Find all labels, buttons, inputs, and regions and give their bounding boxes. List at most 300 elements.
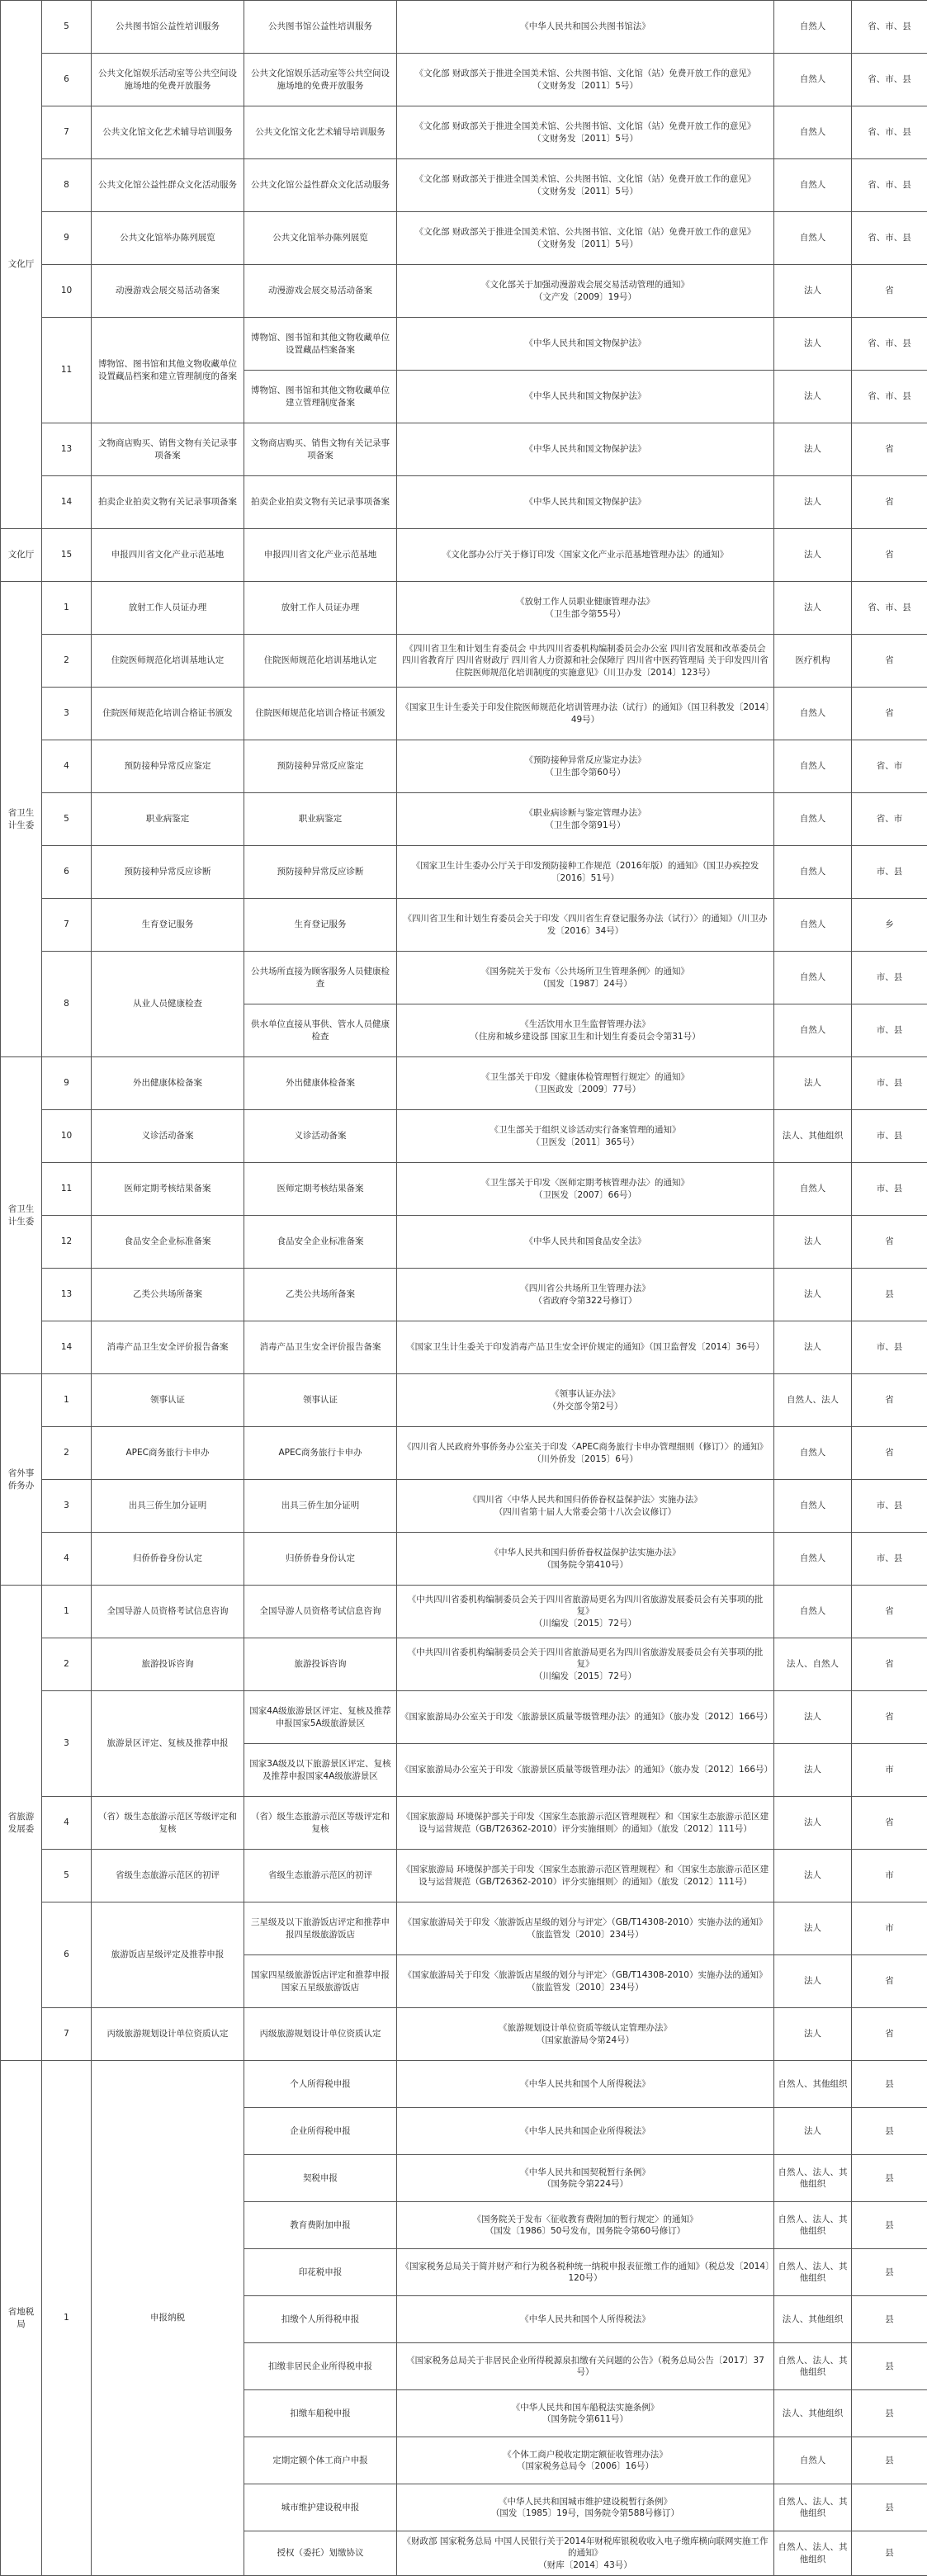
- service-target-cell: 法人: [774, 1797, 852, 1850]
- item-number-cell: 5: [42, 793, 92, 846]
- legal-basis-cell: 《卫生部关于印发〈健康体检管理暂行规定〉的通知》 （卫医政发〔2009〕77号）: [397, 1057, 774, 1110]
- sub-item-cell: 放射工作人员证办理: [244, 582, 397, 635]
- table-row: [1, 1797, 927, 1850]
- level-cell: 市: [852, 1902, 927, 1955]
- service-target-cell: 自然人: [774, 1480, 852, 1533]
- sub-item-cell: 国家4A级旅游景区评定、复核及推荐申报国家5A级旅游景区: [244, 1691, 397, 1744]
- table-row: [1, 106, 927, 159]
- item-number-cell: 11: [42, 318, 92, 423]
- sub-item-cell: 全国导游人员资格考试信息咨询: [244, 1586, 397, 1638]
- legal-basis-cell: 《职业病诊断与鉴定管理办法》 （卫生部令第91号）: [397, 793, 774, 846]
- service-target-cell: 法人: [774, 265, 852, 318]
- legal-basis-cell: 《国家卫生计生委关于印发住院医师规范化培训管理办法（试行）的通知》（国卫科教发〔2014〕49号）: [397, 688, 774, 740]
- legal-basis-cell: 《中华人民共和国文物保护法》: [397, 476, 774, 529]
- sub-item-cell: 扣缴车船税申报: [244, 2390, 397, 2437]
- item-number-cell: 6: [42, 846, 92, 899]
- item-number-cell: 9: [42, 212, 92, 265]
- sub-item-cell: 契税申报: [244, 2155, 397, 2202]
- legal-basis-cell: 《生活饮用水卫生监督管理办法》 （住房和城乡建设部 国家卫生和计划生育委员会令第31号）: [397, 1004, 774, 1057]
- service-target-cell: 法人: [774, 371, 852, 423]
- sub-item-cell: 国家四星级旅游饭店评定和推荐申报国家五星级旅游饭店: [244, 1955, 397, 2008]
- legal-basis-cell: 《旅游规划设计单位资质等级认定管理办法》 （国家旅游局令第24号）: [397, 2008, 774, 2061]
- department-cell: 文化厅: [1, 529, 42, 582]
- legal-basis-cell: 《中华人民共和国个人所得税法》: [397, 2296, 774, 2343]
- service-target-cell: 自然人: [774, 793, 852, 846]
- legal-basis-cell: 《国家税务总局关于简并财产和行为税各税种统一纳税申报表征缴工作的通知》（税总发〔2014〕120号）: [397, 2249, 774, 2296]
- level-cell: 省: [852, 1797, 927, 1850]
- service-target-cell: 自然人: [774, 2437, 852, 2484]
- service-target-cell: 法人: [774, 1850, 852, 1902]
- table-row: [1, 1638, 927, 1691]
- service-target-cell: 法人: [774, 1269, 852, 1321]
- item-number-cell: 13: [42, 1269, 92, 1321]
- item-name-cell: 医师定期考核结果备案: [92, 1163, 244, 1216]
- table-row: [1, 265, 927, 318]
- department-cell: 省地税局: [1, 2061, 42, 2576]
- legal-basis-cell: 《四川省人民政府外事侨务办公室关于印发〈APEC商务旅行卡申办管理细则（修订）〉的通知》 （川外侨发〔2015〕6号）: [397, 1427, 774, 1480]
- item-name-cell: 全国导游人员资格考试信息咨询: [92, 1586, 244, 1638]
- service-target-cell: 法人: [774, 1902, 852, 1955]
- item-name-cell: 旅游景区评定、复核及推荐申报: [92, 1691, 244, 1797]
- sub-item-cell: 定期定额个体工商户申报: [244, 2437, 397, 2484]
- table-row: [1, 1850, 927, 1902]
- item-name-cell: 旅游饭店星级评定及推荐申报: [92, 1902, 244, 2008]
- sub-item-cell: 丙级旅游规划设计单位资质认定: [244, 2008, 397, 2061]
- table-row: [1, 1902, 927, 1955]
- item-name-cell: 预防接种异常反应诊断: [92, 846, 244, 899]
- legal-basis-cell: 《国务院关于发布〈公共场所卫生管理条例〉的通知》 （国发〔1987〕24号）: [397, 952, 774, 1004]
- item-number-cell: 4: [42, 1797, 92, 1850]
- item-name-cell: 申报四川省文化产业示范基地: [92, 529, 244, 582]
- legal-basis-cell: 《国家旅游局办公室关于印发〈旅游景区质量等级管理办法〉的通知》（旅办发〔2012〕166号）: [397, 1744, 774, 1797]
- item-name-cell: 公共文化馆公益性群众文化活动服务: [92, 159, 244, 212]
- level-cell: 省: [852, 1216, 927, 1269]
- item-name-cell: 博物馆、图书馆和其他文物收藏单位设置藏品档案和建立管理制度的备案: [92, 318, 244, 423]
- level-cell: 县: [852, 2202, 927, 2249]
- sub-item-cell: 义诊活动备案: [244, 1110, 397, 1163]
- sub-item-cell: 拍卖企业拍卖文物有关记录事项备案: [244, 476, 397, 529]
- sub-item-cell: APEC商务旅行卡申办: [244, 1427, 397, 1480]
- level-cell: 县: [852, 2061, 927, 2108]
- sub-item-cell: 城市维护建设税申报: [244, 2484, 397, 2531]
- legal-basis-cell: 《预防接种异常反应鉴定办法》 （卫生部令第60号）: [397, 740, 774, 793]
- level-cell: 县: [852, 2531, 927, 2576]
- sub-item-cell: 动漫游戏会展交易活动备案: [244, 265, 397, 318]
- service-target-cell: 法人: [774, 1691, 852, 1744]
- item-number-cell: 9: [42, 1057, 92, 1110]
- service-target-cell: 自然人: [774, 212, 852, 265]
- level-cell: 市、县: [852, 846, 927, 899]
- service-target-cell: 法人: [774, 1321, 852, 1374]
- level-cell: 市、县: [852, 1163, 927, 1216]
- sub-item-cell: 预防接种异常反应鉴定: [244, 740, 397, 793]
- level-cell: 市: [852, 1850, 927, 1902]
- legal-basis-cell: 《四川省公共场所卫生管理办法》 （省政府令第322号修订）: [397, 1269, 774, 1321]
- department-cell: 省旅游发展委: [1, 1586, 42, 2061]
- item-name-cell: 义诊活动备案: [92, 1110, 244, 1163]
- table-row: [1, 740, 927, 793]
- table-row: [1, 1163, 927, 1216]
- service-target-cell: 法人、其他组织: [774, 2296, 852, 2343]
- legal-basis-cell: 《国家旅游局 环境保护部关于印发〈国家生态旅游示范区管理规程〉和〈国家生态旅游示范区建设与运营规范（GB/T26362-2010）评分实施细则〉的通知》（旅发〔2012〕111号）: [397, 1850, 774, 1902]
- level-cell: 省: [852, 1955, 927, 2008]
- service-target-cell: 自然人: [774, 1163, 852, 1216]
- item-name-cell: 申报纳税: [92, 2061, 244, 2576]
- level-cell: 省、市、县: [852, 54, 927, 106]
- service-target-cell: 法人: [774, 2108, 852, 2155]
- department-cell: 省卫生计生委: [1, 582, 42, 1057]
- item-name-cell: 预防接种异常反应鉴定: [92, 740, 244, 793]
- service-target-cell: 法人: [774, 318, 852, 371]
- legal-basis-cell: 《四川省卫生和计划生育委员会 中共四川省委机构编制委员会办公室 四川省发展和改革委员会 四川省教育厅 四川省财政厅 四川省人力资源和社会保障厅 四川省中医药管理局 关于印发四川省住院医师规范化培训制度的实施意见》（川卫办发〔2014〕123号）: [397, 635, 774, 688]
- table-row: [1, 1110, 927, 1163]
- item-name-cell: 公共文化馆举办陈列展览: [92, 212, 244, 265]
- level-cell: 县: [852, 2296, 927, 2343]
- service-target-cell: 法人、自然人: [774, 1638, 852, 1691]
- level-cell: 县: [852, 2249, 927, 2296]
- sub-item-cell: 归侨侨眷身份认定: [244, 1533, 397, 1586]
- service-target-cell: 自然人、法人、其他组织: [774, 2484, 852, 2531]
- service-target-cell: 自然人: [774, 740, 852, 793]
- table-row: [1, 582, 927, 635]
- level-cell: 省、市、县: [852, 159, 927, 212]
- service-target-cell: 自然人: [774, 54, 852, 106]
- legal-basis-cell: 《国家旅游局关于印发〈旅游饭店星级的划分与评定〉（GB/T14308-2010）实施办法的通知》 （旅监管发〔2010〕234号）: [397, 1955, 774, 2008]
- item-name-cell: 出具三侨生加分证明: [92, 1480, 244, 1533]
- level-cell: 省、市: [852, 740, 927, 793]
- sub-item-cell: 住院医师规范化培训基地认定: [244, 635, 397, 688]
- item-number-cell: 4: [42, 1533, 92, 1586]
- legal-basis-cell: 《中华人民共和国个人所得税法》: [397, 2061, 774, 2108]
- legal-basis-cell: 《国家税务总局关于非居民企业所得税源泉扣缴有关问题的公告》（税务总局公告〔2017〕37号）: [397, 2343, 774, 2390]
- item-number-cell: 2: [42, 1638, 92, 1691]
- sub-item-cell: 省级生态旅游示范区的初评: [244, 1850, 397, 1902]
- sub-item-cell: 消毒产品卫生安全评价报告备案: [244, 1321, 397, 1374]
- table-row: [1, 476, 927, 529]
- level-cell: 省: [852, 1638, 927, 1691]
- service-target-cell: 法人: [774, 476, 852, 529]
- service-target-cell: 法人: [774, 2008, 852, 2061]
- service-target-cell: 法人: [774, 1057, 852, 1110]
- legal-basis-cell: 《中华人民共和国文物保护法》: [397, 371, 774, 423]
- item-name-cell: 职业病鉴定: [92, 793, 244, 846]
- level-cell: 省: [852, 688, 927, 740]
- level-cell: 市、县: [852, 952, 927, 1004]
- service-target-cell: 自然人: [774, 846, 852, 899]
- level-cell: 省、市、县: [852, 371, 927, 423]
- legal-basis-cell: 《中华人民共和国车船税法实施条例》 （国务院令第611号）: [397, 2390, 774, 2437]
- service-target-cell: 自然人: [774, 952, 852, 1004]
- service-target-cell: 自然人: [774, 1533, 852, 1586]
- level-cell: 省: [852, 1374, 927, 1427]
- level-cell: 市、县: [852, 1321, 927, 1374]
- legal-basis-cell: 《中华人民共和国企业所得税法》: [397, 2108, 774, 2155]
- item-number-cell: 8: [42, 952, 92, 1057]
- level-cell: 市、县: [852, 1480, 927, 1533]
- item-number-cell: 10: [42, 1110, 92, 1163]
- service-target-cell: 自然人: [774, 106, 852, 159]
- legal-basis-cell: 《卫生部关于组织义诊活动实行备案管理的通知》 （卫医发〔2011〕365号）: [397, 1110, 774, 1163]
- table-row: [1, 1216, 927, 1269]
- level-cell: 县: [852, 2155, 927, 2202]
- table-row: [1, 1586, 927, 1638]
- service-target-cell: 自然人、法人: [774, 1374, 852, 1427]
- legal-basis-cell: 《文化部 财政部关于推进全国美术馆、公共图书馆、文化馆（站）免费开放工作的意见》 （文财务发〔2011〕5号）: [397, 159, 774, 212]
- item-name-cell: 公共图书馆公益性培训服务: [92, 1, 244, 54]
- service-target-cell: 自然人: [774, 1427, 852, 1480]
- table-row: [1, 899, 927, 952]
- table-row: [1, 1057, 927, 1110]
- item-number-cell: 1: [42, 582, 92, 635]
- sub-item-cell: 博物馆、图书馆和其他文物收藏单位建立管理制度备案: [244, 371, 397, 423]
- table-row: [1, 688, 927, 740]
- legal-basis-cell: 《中华人民共和国文物保护法》: [397, 423, 774, 476]
- sub-item-cell: 公共图书馆公益性培训服务: [244, 1, 397, 54]
- level-cell: 省: [852, 635, 927, 688]
- legal-basis-cell: 《中华人民共和国文物保护法》: [397, 318, 774, 371]
- item-name-cell: 乙类公共场所备案: [92, 1269, 244, 1321]
- legal-basis-cell: 《中华人民共和国归侨侨眷权益保护法实施办法》 （国务院令第410号）: [397, 1533, 774, 1586]
- table-row: [1, 159, 927, 212]
- service-target-cell: 自然人、其他组织: [774, 2061, 852, 2108]
- table-row: [1, 1427, 927, 1480]
- legal-basis-cell: 《四川省〈中华人民共和国归侨侨眷权益保护法〉实施办法》 （四川省第十届人大常委会第十八次会议修订）: [397, 1480, 774, 1533]
- level-cell: 县: [852, 1269, 927, 1321]
- sub-item-cell: 个人所得税申报: [244, 2061, 397, 2108]
- service-target-cell: 自然人: [774, 1, 852, 54]
- level-cell: 省: [852, 1586, 927, 1638]
- level-cell: 省: [852, 1427, 927, 1480]
- sub-item-cell: 公共场所直接为顾客服务人员健康检查: [244, 952, 397, 1004]
- legal-basis-cell: 《领事认证办法》 （外交部令第2号）: [397, 1374, 774, 1427]
- legal-basis-cell: 《国家卫生计生委办公厅关于印发预防接种工作规范（2016年版）的通知》（国卫办疾控发〔2016〕51号）: [397, 846, 774, 899]
- item-number-cell: 1: [42, 2061, 92, 2576]
- item-number-cell: 14: [42, 476, 92, 529]
- table-row: [1, 423, 927, 476]
- item-number-cell: 3: [42, 1691, 92, 1797]
- item-name-cell: 动漫游戏会展交易活动备案: [92, 265, 244, 318]
- legal-basis-cell: 《中华人民共和国食品安全法》: [397, 1216, 774, 1269]
- sub-item-cell: 文物商店购买、销售文物有关记录事项备案: [244, 423, 397, 476]
- sub-item-cell: 三星级及以下旅游饭店评定和推荐申报四星级旅游饭店: [244, 1902, 397, 1955]
- item-number-cell: 7: [42, 899, 92, 952]
- item-name-cell: 消毒产品卫生安全评价报告备案: [92, 1321, 244, 1374]
- item-name-cell: 丙级旅游规划设计单位资质认定: [92, 2008, 244, 2061]
- service-target-cell: 法人: [774, 1955, 852, 2008]
- level-cell: 市、县: [852, 1533, 927, 1586]
- item-number-cell: 7: [42, 106, 92, 159]
- sub-item-cell: 生育登记服务: [244, 899, 397, 952]
- table-row: [1, 318, 927, 371]
- level-cell: 市: [852, 1744, 927, 1797]
- legal-basis-cell: 《卫生部关于印发〈医师定期考核管理办法〉的通知》 （卫医发〔2007〕66号）: [397, 1163, 774, 1216]
- service-target-cell: 自然人、法人、其他组织: [774, 2531, 852, 2576]
- item-name-cell: 放射工作人员证办理: [92, 582, 244, 635]
- sub-item-cell: （省）级生态旅游示范区等级评定和复核: [244, 1797, 397, 1850]
- item-name-cell: APEC商务旅行卡申办: [92, 1427, 244, 1480]
- level-cell: 省、市、县: [852, 212, 927, 265]
- level-cell: 省: [852, 423, 927, 476]
- level-cell: 省: [852, 2008, 927, 2061]
- item-number-cell: 1: [42, 1586, 92, 1638]
- legal-basis-cell: 《国家旅游局关于印发〈旅游饭店星级的划分与评定〉（GB/T14308-2010）实施办法的通知》 （旅监管发〔2010〕234号）: [397, 1902, 774, 1955]
- level-cell: 省: [852, 1691, 927, 1744]
- level-cell: 省、市、县: [852, 1, 927, 54]
- level-cell: 乡: [852, 899, 927, 952]
- item-name-cell: 食品安全企业标准备案: [92, 1216, 244, 1269]
- legal-basis-cell: 《国家卫生计生委关于印发消毒产品卫生安全评价规定的通知》（国卫监督发〔2014〕36号）: [397, 1321, 774, 1374]
- service-target-cell: 法人: [774, 1216, 852, 1269]
- level-cell: 省: [852, 529, 927, 582]
- legal-basis-cell: 《财政部 国家税务总局 中国人民银行关于2014年财税库银税收收入电子缴库横向联网实施工作的通知》 （财库〔2014〕43号）: [397, 2531, 774, 2576]
- department-cell: 文化厅: [1, 1, 42, 529]
- sub-item-cell: 教育费附加申报: [244, 2202, 397, 2249]
- service-catalog-body: [1, 1, 927, 2576]
- level-cell: 县: [852, 2437, 927, 2484]
- sub-item-cell: 扣缴个人所得税申报: [244, 2296, 397, 2343]
- service-target-cell: 自然人: [774, 688, 852, 740]
- level-cell: 省、市: [852, 793, 927, 846]
- item-name-cell: 公共文化馆文化艺术辅导培训服务: [92, 106, 244, 159]
- level-cell: 县: [852, 2108, 927, 2155]
- service-target-cell: 自然人、法人、其他组织: [774, 2343, 852, 2390]
- item-number-cell: 4: [42, 740, 92, 793]
- sub-item-cell: 授权（委托）划缴协议: [244, 2531, 397, 2576]
- sub-item-cell: 住院医师规范化培训合格证书颁发: [244, 688, 397, 740]
- item-number-cell: 10: [42, 265, 92, 318]
- level-cell: 省: [852, 265, 927, 318]
- table-row: [1, 635, 927, 688]
- level-cell: 省、市、县: [852, 318, 927, 371]
- table-row: [1, 952, 927, 1004]
- level-cell: 市、县: [852, 1110, 927, 1163]
- sub-item-cell: 企业所得税申报: [244, 2108, 397, 2155]
- item-name-cell: 生育登记服务: [92, 899, 244, 952]
- item-number-cell: 12: [42, 1216, 92, 1269]
- service-target-cell: 法人、其他组织: [774, 2390, 852, 2437]
- table-row: [1, 1533, 927, 1586]
- sub-item-cell: 供水单位直接从事供、管水人员健康检查: [244, 1004, 397, 1057]
- item-name-cell: 文物商店购买、销售文物有关记录事项备案: [92, 423, 244, 476]
- item-number-cell: 5: [42, 1850, 92, 1902]
- level-cell: 省、市、县: [852, 106, 927, 159]
- service-target-cell: 自然人: [774, 899, 852, 952]
- level-cell: 市、县: [852, 1004, 927, 1057]
- legal-basis-cell: 《国家旅游局办公室关于印发〈旅游景区质量等级管理办法〉的通知》（旅办发〔2012〕166号）: [397, 1691, 774, 1744]
- table-row: [1, 1691, 927, 1744]
- sub-item-cell: 申报四川省文化产业示范基地: [244, 529, 397, 582]
- sub-item-cell: 印花税申报: [244, 2249, 397, 2296]
- legal-basis-cell: 《文化部 财政部关于推进全国美术馆、公共图书馆、文化馆（站）免费开放工作的意见》 （文财务发〔2011〕5号）: [397, 212, 774, 265]
- item-number-cell: 5: [42, 1, 92, 54]
- service-target-cell: 法人: [774, 529, 852, 582]
- legal-basis-cell: 《国务院关于发布〈征收教育费附加的暂行规定〉的通知》 （国发〔1986〕50号发布，国务院令第60号修订）: [397, 2202, 774, 2249]
- legal-basis-cell: 《中华人民共和国城市维护建设税暂行条例》 （国发〔1985〕19号，国务院令第588号修订）: [397, 2484, 774, 2531]
- legal-basis-cell: 《四川省卫生和计划生育委员会关于印发〈四川省生育登记服务办法（试行）〉的通知》（川卫办发〔2016〕34号）: [397, 899, 774, 952]
- level-cell: 县: [852, 2484, 927, 2531]
- sub-item-cell: 预防接种异常反应诊断: [244, 846, 397, 899]
- legal-basis-cell: 《文化部 财政部关于推进全国美术馆、公共图书馆、文化馆（站）免费开放工作的意见》 （文财务发〔2011〕5号）: [397, 54, 774, 106]
- sub-item-cell: 外出健康体检备案: [244, 1057, 397, 1110]
- service-target-cell: 自然人: [774, 1004, 852, 1057]
- sub-item-cell: 公共文化馆公益性群众文化活动服务: [244, 159, 397, 212]
- service-target-cell: 法人、其他组织: [774, 1110, 852, 1163]
- sub-item-cell: 医师定期考核结果备案: [244, 1163, 397, 1216]
- legal-basis-cell: 《中共四川省委机构编制委员会关于四川省旅游局更名为四川省旅游发展委员会有关事项的批复》 （川编发〔2015〕72号）: [397, 1586, 774, 1638]
- item-number-cell: 3: [42, 1480, 92, 1533]
- table-row: [1, 212, 927, 265]
- item-number-cell: 2: [42, 1427, 92, 1480]
- table-row: [1, 2008, 927, 2061]
- level-cell: 市、县: [852, 1057, 927, 1110]
- item-name-cell: 从业人员健康检查: [92, 952, 244, 1057]
- sub-item-cell: 乙类公共场所备案: [244, 1269, 397, 1321]
- table-row: [1, 1480, 927, 1533]
- table-row: [1, 54, 927, 106]
- level-cell: 省: [852, 476, 927, 529]
- level-cell: 县: [852, 2390, 927, 2437]
- sub-item-cell: 食品安全企业标准备案: [244, 1216, 397, 1269]
- item-name-cell: 住院医师规范化培训合格证书颁发: [92, 688, 244, 740]
- item-name-cell: 领事认证: [92, 1374, 244, 1427]
- item-name-cell: 省级生态旅游示范区的初评: [92, 1850, 244, 1902]
- sub-item-cell: 公共文化馆文化艺术辅导培训服务: [244, 106, 397, 159]
- sub-item-cell: 公共文化馆举办陈列展览: [244, 212, 397, 265]
- legal-basis-cell: 《文化部 财政部关于推进全国美术馆、公共图书馆、文化馆（站）免费开放工作的意见》 （文财务发〔2011〕5号）: [397, 106, 774, 159]
- table-row: [1, 846, 927, 899]
- sub-item-cell: 国家3A级及以下旅游景区评定、复核及推荐申报国家4A级旅游景区: [244, 1744, 397, 1797]
- item-name-cell: 住院医师规范化培训基地认定: [92, 635, 244, 688]
- sub-item-cell: 旅游投诉咨询: [244, 1638, 397, 1691]
- item-number-cell: 1: [42, 1374, 92, 1427]
- service-target-cell: 法人: [774, 423, 852, 476]
- legal-basis-cell: 《放射工作人员职业健康管理办法》 （卫生部令第55号）: [397, 582, 774, 635]
- legal-basis-cell: 《文化部关于加强动漫游戏会展交易活动管理的通知》 （文产发〔2009〕19号）: [397, 265, 774, 318]
- item-name-cell: （省）级生态旅游示范区等级评定和复核: [92, 1797, 244, 1850]
- sub-item-cell: 领事认证: [244, 1374, 397, 1427]
- item-number-cell: 2: [42, 635, 92, 688]
- sub-item-cell: 出具三侨生加分证明: [244, 1480, 397, 1533]
- table-row: [1, 793, 927, 846]
- level-cell: 省、市、县: [852, 582, 927, 635]
- legal-basis-cell: 《国家旅游局 环境保护部关于印发〈国家生态旅游示范区管理规程〉和〈国家生态旅游示范区建设与运营规范（GB/T26362-2010）评分实施细则〉的通知》（旅发〔2012〕111号）: [397, 1797, 774, 1850]
- service-target-cell: 自然人: [774, 1586, 852, 1638]
- department-cell: 省外事侨务办: [1, 1374, 42, 1586]
- service-target-cell: 法人: [774, 1744, 852, 1797]
- item-number-cell: 14: [42, 1321, 92, 1374]
- service-target-cell: 法人: [774, 582, 852, 635]
- legal-basis-cell: 《中华人民共和国公共图书馆法》: [397, 1, 774, 54]
- level-cell: 县: [852, 2343, 927, 2390]
- table-row: [1, 529, 927, 582]
- department-cell: 省卫生计生委: [1, 1057, 42, 1374]
- legal-basis-cell: 《中共四川省委机构编制委员会关于四川省旅游局更名为四川省旅游发展委员会有关事项的批复》 （川编发〔2015〕72号）: [397, 1638, 774, 1691]
- service-target-cell: 自然人、法人、其他组织: [774, 2202, 852, 2249]
- sub-item-cell: 扣缴非居民企业所得税申报: [244, 2343, 397, 2390]
- item-name-cell: 外出健康体检备案: [92, 1057, 244, 1110]
- sub-item-cell: 职业病鉴定: [244, 793, 397, 846]
- table-row: [1, 2061, 927, 2108]
- service-target-cell: 自然人: [774, 159, 852, 212]
- sub-item-cell: 博物馆、图书馆和其他文物收藏单位设置藏品档案备案: [244, 318, 397, 371]
- table-row: [1, 1, 927, 54]
- legal-basis-cell: 《个体工商户税收定期定额征收管理办法》 （国家税务总局令〔2006〕16号）: [397, 2437, 774, 2484]
- sub-item-cell: 公共文化馆娱乐活动室等公共空间设施场地的免费开放服务: [244, 54, 397, 106]
- item-name-cell: 拍卖企业拍卖文物有关记录事项备案: [92, 476, 244, 529]
- item-number-cell: 11: [42, 1163, 92, 1216]
- item-number-cell: 13: [42, 423, 92, 476]
- item-name-cell: 旅游投诉咨询: [92, 1638, 244, 1691]
